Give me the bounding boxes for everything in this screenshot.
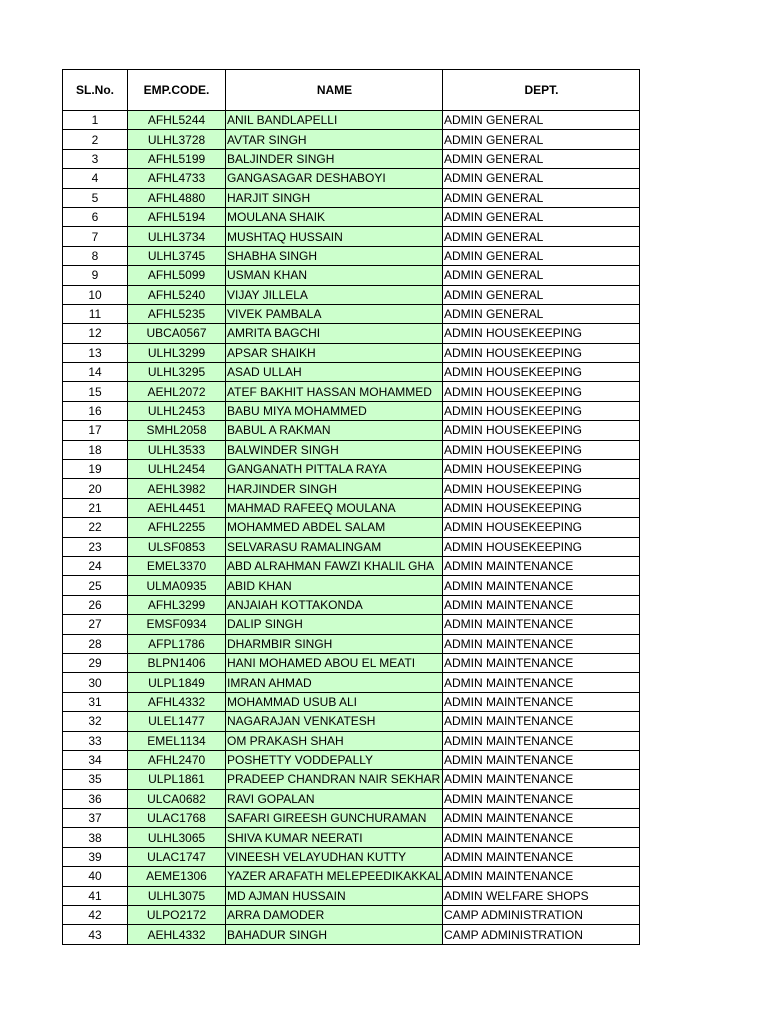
cell-name: AMRITA BAGCHI bbox=[226, 324, 443, 343]
cell-dept: ADMIN HOUSEKEEPING bbox=[442, 518, 639, 537]
cell-dept: ADMIN MAINTENANCE bbox=[442, 809, 639, 828]
cell-sl-no: 26 bbox=[63, 595, 128, 614]
cell-emp-code: AFHL5235 bbox=[128, 304, 226, 323]
cell-name: HANI MOHAMED ABOU EL MEATI bbox=[226, 653, 443, 672]
cell-name: USMAN KHAN bbox=[226, 266, 443, 285]
table-row bbox=[63, 595, 640, 614]
table-row bbox=[63, 343, 640, 362]
cell-sl-no: 43 bbox=[63, 925, 128, 944]
table-row bbox=[63, 653, 640, 672]
cell-emp-code: AFHL3299 bbox=[128, 595, 226, 614]
cell-sl-no: 18 bbox=[63, 440, 128, 459]
table-row bbox=[63, 188, 640, 207]
cell-dept: ADMIN HOUSEKEEPING bbox=[442, 343, 639, 362]
table-row bbox=[63, 324, 640, 343]
table-row bbox=[63, 673, 640, 692]
cell-name: ASAD ULLAH bbox=[226, 363, 443, 382]
cell-name: ATEF BAKHIT HASSAN MOHAMMED bbox=[226, 382, 443, 401]
table-row bbox=[63, 518, 640, 537]
table-row bbox=[63, 556, 640, 575]
cell-sl-no: 40 bbox=[63, 867, 128, 886]
table-row bbox=[63, 401, 640, 420]
table-row bbox=[63, 498, 640, 517]
table-row bbox=[63, 537, 640, 556]
cell-sl-no: 11 bbox=[63, 304, 128, 323]
cell-dept: ADMIN GENERAL bbox=[442, 169, 639, 188]
cell-name: ABID KHAN bbox=[226, 576, 443, 595]
cell-emp-code: ULSF0853 bbox=[128, 537, 226, 556]
cell-dept: ADMIN GENERAL bbox=[442, 304, 639, 323]
cell-sl-no: 19 bbox=[63, 460, 128, 479]
cell-name: HARJINDER SINGH bbox=[226, 479, 443, 498]
cell-name: MD AJMAN HUSSAIN bbox=[226, 886, 443, 905]
table-row bbox=[63, 770, 640, 789]
table-row bbox=[63, 460, 640, 479]
cell-name: BABUL A RAKMAN bbox=[226, 421, 443, 440]
cell-dept: ADMIN GENERAL bbox=[442, 207, 639, 226]
cell-sl-no: 37 bbox=[63, 809, 128, 828]
cell-emp-code: AFHL2255 bbox=[128, 518, 226, 537]
table-row bbox=[63, 304, 640, 323]
cell-emp-code: EMSF0934 bbox=[128, 615, 226, 634]
table-row bbox=[63, 731, 640, 750]
cell-emp-code: EMEL1134 bbox=[128, 731, 226, 750]
table-row bbox=[63, 828, 640, 847]
cell-dept: ADMIN MAINTENANCE bbox=[442, 615, 639, 634]
cell-sl-no: 30 bbox=[63, 673, 128, 692]
cell-sl-no: 10 bbox=[63, 285, 128, 304]
cell-name: MAHMAD RAFEEQ MOULANA bbox=[226, 498, 443, 517]
cell-dept: ADMIN MAINTENANCE bbox=[442, 653, 639, 672]
cell-emp-code: ULEL1477 bbox=[128, 712, 226, 731]
cell-sl-no: 31 bbox=[63, 692, 128, 711]
cell-dept: ADMIN MAINTENANCE bbox=[442, 556, 639, 575]
cell-name: MOULANA SHAIK bbox=[226, 207, 443, 226]
cell-name: NAGARAJAN VENKATESH bbox=[226, 712, 443, 731]
cell-dept: ADMIN GENERAL bbox=[442, 149, 639, 168]
cell-name: VIVEK PAMBALA bbox=[226, 304, 443, 323]
cell-dept: ADMIN HOUSEKEEPING bbox=[442, 440, 639, 459]
table-row bbox=[63, 750, 640, 769]
cell-emp-code: ULHL2453 bbox=[128, 401, 226, 420]
cell-name: VINEESH VELAYUDHAN KUTTY bbox=[226, 847, 443, 866]
table-row bbox=[63, 712, 640, 731]
table-row bbox=[63, 207, 640, 226]
table-row bbox=[63, 479, 640, 498]
cell-dept: ADMIN MAINTENANCE bbox=[442, 595, 639, 614]
table-row bbox=[63, 440, 640, 459]
cell-name: ANIL BANDLAPELLI bbox=[226, 111, 443, 130]
table-header bbox=[63, 70, 640, 111]
cell-emp-code: ULHL3295 bbox=[128, 363, 226, 382]
table-row bbox=[63, 169, 640, 188]
cell-dept: ADMIN WELFARE SHOPS bbox=[442, 886, 639, 905]
table-row bbox=[63, 149, 640, 168]
table-row bbox=[63, 227, 640, 246]
cell-name: POSHETTY VODDEPALLY bbox=[226, 750, 443, 769]
cell-dept: CAMP ADMINISTRATION bbox=[442, 906, 639, 925]
table-row bbox=[63, 382, 640, 401]
header-dept: DEPT. bbox=[442, 70, 639, 111]
cell-sl-no: 39 bbox=[63, 847, 128, 866]
cell-sl-no: 28 bbox=[63, 634, 128, 653]
cell-emp-code: ULHL3745 bbox=[128, 246, 226, 265]
cell-sl-no: 5 bbox=[63, 188, 128, 207]
cell-sl-no: 20 bbox=[63, 479, 128, 498]
cell-name: RAVI GOPALAN bbox=[226, 789, 443, 808]
cell-sl-no: 32 bbox=[63, 712, 128, 731]
table-row bbox=[63, 925, 640, 944]
cell-name: SHIVA KUMAR NEERATI bbox=[226, 828, 443, 847]
cell-dept: ADMIN MAINTENANCE bbox=[442, 847, 639, 866]
cell-name: ANJAIAH KOTTAKONDA bbox=[226, 595, 443, 614]
cell-emp-code: ULCA0682 bbox=[128, 789, 226, 808]
cell-emp-code: AFHL5099 bbox=[128, 266, 226, 285]
cell-dept: ADMIN GENERAL bbox=[442, 285, 639, 304]
table-row bbox=[63, 130, 640, 149]
header-sl-no: SL.No. bbox=[63, 70, 128, 111]
cell-emp-code: AFHL5194 bbox=[128, 207, 226, 226]
cell-name: AVTAR SINGH bbox=[226, 130, 443, 149]
cell-dept: ADMIN GENERAL bbox=[442, 246, 639, 265]
cell-sl-no: 21 bbox=[63, 498, 128, 517]
cell-name: BALJINDER SINGH bbox=[226, 149, 443, 168]
cell-sl-no: 24 bbox=[63, 556, 128, 575]
table-row bbox=[63, 789, 640, 808]
cell-dept: ADMIN HOUSEKEEPING bbox=[442, 479, 639, 498]
cell-emp-code: ULHL2454 bbox=[128, 460, 226, 479]
cell-emp-code: ULAC1768 bbox=[128, 809, 226, 828]
cell-emp-code: AFHL5240 bbox=[128, 285, 226, 304]
cell-emp-code: ULHL3075 bbox=[128, 886, 226, 905]
cell-emp-code: AEHL2072 bbox=[128, 382, 226, 401]
cell-name: MOHAMMED ABDEL SALAM bbox=[226, 518, 443, 537]
cell-dept: ADMIN MAINTENANCE bbox=[442, 867, 639, 886]
table-row bbox=[63, 615, 640, 634]
cell-name: DHARMBIR SINGH bbox=[226, 634, 443, 653]
cell-sl-no: 6 bbox=[63, 207, 128, 226]
cell-emp-code: BLPN1406 bbox=[128, 653, 226, 672]
cell-emp-code: ULMA0935 bbox=[128, 576, 226, 595]
cell-name: HARJIT SINGH bbox=[226, 188, 443, 207]
cell-dept: ADMIN MAINTENANCE bbox=[442, 789, 639, 808]
cell-dept: ADMIN MAINTENANCE bbox=[442, 673, 639, 692]
table-row bbox=[63, 809, 640, 828]
table-row bbox=[63, 886, 640, 905]
table-row bbox=[63, 246, 640, 265]
cell-dept: ADMIN HOUSEKEEPING bbox=[442, 363, 639, 382]
cell-dept: ADMIN HOUSEKEEPING bbox=[442, 401, 639, 420]
cell-name: BABU MIYA MOHAMMED bbox=[226, 401, 443, 420]
cell-sl-no: 7 bbox=[63, 227, 128, 246]
employee-table bbox=[62, 69, 640, 945]
header-name: NAME bbox=[226, 70, 443, 111]
cell-emp-code: ULHL3533 bbox=[128, 440, 226, 459]
cell-dept: ADMIN MAINTENANCE bbox=[442, 712, 639, 731]
cell-emp-code: ULPL1849 bbox=[128, 673, 226, 692]
cell-sl-no: 1 bbox=[63, 111, 128, 130]
cell-dept: ADMIN HOUSEKEEPING bbox=[442, 382, 639, 401]
cell-dept: ADMIN MAINTENANCE bbox=[442, 634, 639, 653]
cell-sl-no: 35 bbox=[63, 770, 128, 789]
cell-dept: ADMIN GENERAL bbox=[442, 227, 639, 246]
cell-emp-code: AEHL4332 bbox=[128, 925, 226, 944]
table-row bbox=[63, 634, 640, 653]
header-emp-code: EMP.CODE. bbox=[128, 70, 226, 111]
cell-sl-no: 12 bbox=[63, 324, 128, 343]
cell-emp-code: ULHL3734 bbox=[128, 227, 226, 246]
cell-sl-no: 13 bbox=[63, 343, 128, 362]
cell-sl-no: 36 bbox=[63, 789, 128, 808]
cell-emp-code: AFHL5199 bbox=[128, 149, 226, 168]
cell-dept: ADMIN MAINTENANCE bbox=[442, 750, 639, 769]
cell-emp-code: ULAC1747 bbox=[128, 847, 226, 866]
cell-emp-code: AEME1306 bbox=[128, 867, 226, 886]
cell-emp-code: ULHL3065 bbox=[128, 828, 226, 847]
cell-emp-code: AFHL5244 bbox=[128, 111, 226, 130]
cell-name: IMRAN AHMAD bbox=[226, 673, 443, 692]
cell-name: SELVARASU RAMALINGAM bbox=[226, 537, 443, 556]
cell-dept: CAMP ADMINISTRATION bbox=[442, 925, 639, 944]
cell-name: YAZER ARAFATH MELEPEEDIKAKKAL bbox=[226, 867, 443, 886]
cell-name: MOHAMMAD USUB ALI bbox=[226, 692, 443, 711]
table-row bbox=[63, 576, 640, 595]
cell-name: ABD ALRAHMAN FAWZI KHALIL GHA bbox=[226, 556, 443, 575]
cell-sl-no: 38 bbox=[63, 828, 128, 847]
table-row bbox=[63, 867, 640, 886]
cell-sl-no: 2 bbox=[63, 130, 128, 149]
cell-emp-code: AEHL4451 bbox=[128, 498, 226, 517]
table-row bbox=[63, 692, 640, 711]
cell-emp-code: UBCA0567 bbox=[128, 324, 226, 343]
cell-dept: ADMIN MAINTENANCE bbox=[442, 731, 639, 750]
cell-name: PRADEEP CHANDRAN NAIR SEKHAR bbox=[226, 770, 443, 789]
cell-sl-no: 33 bbox=[63, 731, 128, 750]
cell-emp-code: ULPL1861 bbox=[128, 770, 226, 789]
table-row bbox=[63, 111, 640, 130]
table-row bbox=[63, 266, 640, 285]
cell-sl-no: 17 bbox=[63, 421, 128, 440]
cell-sl-no: 16 bbox=[63, 401, 128, 420]
table-row bbox=[63, 906, 640, 925]
cell-sl-no: 4 bbox=[63, 169, 128, 188]
cell-sl-no: 8 bbox=[63, 246, 128, 265]
cell-dept: ADMIN MAINTENANCE bbox=[442, 576, 639, 595]
cell-name: APSAR SHAIKH bbox=[226, 343, 443, 362]
cell-dept: ADMIN HOUSEKEEPING bbox=[442, 324, 639, 343]
cell-dept: ADMIN GENERAL bbox=[442, 188, 639, 207]
cell-name: DALIP SINGH bbox=[226, 615, 443, 634]
cell-name: BAHADUR SINGH bbox=[226, 925, 443, 944]
cell-emp-code: SMHL2058 bbox=[128, 421, 226, 440]
table-body bbox=[63, 111, 640, 945]
cell-sl-no: 42 bbox=[63, 906, 128, 925]
cell-dept: ADMIN MAINTENANCE bbox=[442, 770, 639, 789]
cell-dept: ADMIN HOUSEKEEPING bbox=[442, 460, 639, 479]
cell-sl-no: 25 bbox=[63, 576, 128, 595]
cell-dept: ADMIN HOUSEKEEPING bbox=[442, 498, 639, 517]
table-row bbox=[63, 285, 640, 304]
cell-dept: ADMIN HOUSEKEEPING bbox=[442, 421, 639, 440]
cell-name: SHABHA SINGH bbox=[226, 246, 443, 265]
cell-dept: ADMIN GENERAL bbox=[442, 130, 639, 149]
cell-name: ARRA DAMODER bbox=[226, 906, 443, 925]
cell-sl-no: 34 bbox=[63, 750, 128, 769]
cell-name: VIJAY JILLELA bbox=[226, 285, 443, 304]
cell-sl-no: 41 bbox=[63, 886, 128, 905]
cell-dept: ADMIN GENERAL bbox=[442, 266, 639, 285]
cell-name: GANGANATH PITTALA RAYA bbox=[226, 460, 443, 479]
cell-sl-no: 14 bbox=[63, 363, 128, 382]
cell-emp-code: ULHL3728 bbox=[128, 130, 226, 149]
cell-emp-code: AFHL4880 bbox=[128, 188, 226, 207]
cell-emp-code: EMEL3370 bbox=[128, 556, 226, 575]
cell-name: SAFARI GIREESH GUNCHURAMAN bbox=[226, 809, 443, 828]
cell-dept: ADMIN MAINTENANCE bbox=[442, 692, 639, 711]
cell-emp-code: ULPO2172 bbox=[128, 906, 226, 925]
cell-name: OM PRAKASH SHAH bbox=[226, 731, 443, 750]
cell-emp-code: AFHL4733 bbox=[128, 169, 226, 188]
cell-emp-code: AFHL4332 bbox=[128, 692, 226, 711]
cell-emp-code: AFHL2470 bbox=[128, 750, 226, 769]
cell-dept: ADMIN MAINTENANCE bbox=[442, 828, 639, 847]
cell-dept: ADMIN GENERAL bbox=[442, 111, 639, 130]
cell-sl-no: 3 bbox=[63, 149, 128, 168]
table-row bbox=[63, 421, 640, 440]
cell-name: GANGASAGAR DESHABOYI bbox=[226, 169, 443, 188]
cell-dept: ADMIN HOUSEKEEPING bbox=[442, 537, 639, 556]
cell-sl-no: 29 bbox=[63, 653, 128, 672]
cell-sl-no: 9 bbox=[63, 266, 128, 285]
cell-emp-code: AFPL1786 bbox=[128, 634, 226, 653]
table-row bbox=[63, 847, 640, 866]
cell-emp-code: AEHL3982 bbox=[128, 479, 226, 498]
cell-name: MUSHTAQ HUSSAIN bbox=[226, 227, 443, 246]
cell-sl-no: 27 bbox=[63, 615, 128, 634]
cell-emp-code: ULHL3299 bbox=[128, 343, 226, 362]
cell-sl-no: 22 bbox=[63, 518, 128, 537]
cell-name: BALWINDER SINGH bbox=[226, 440, 443, 459]
table-row bbox=[63, 363, 640, 382]
cell-sl-no: 15 bbox=[63, 382, 128, 401]
cell-sl-no: 23 bbox=[63, 537, 128, 556]
header-row bbox=[63, 70, 640, 111]
